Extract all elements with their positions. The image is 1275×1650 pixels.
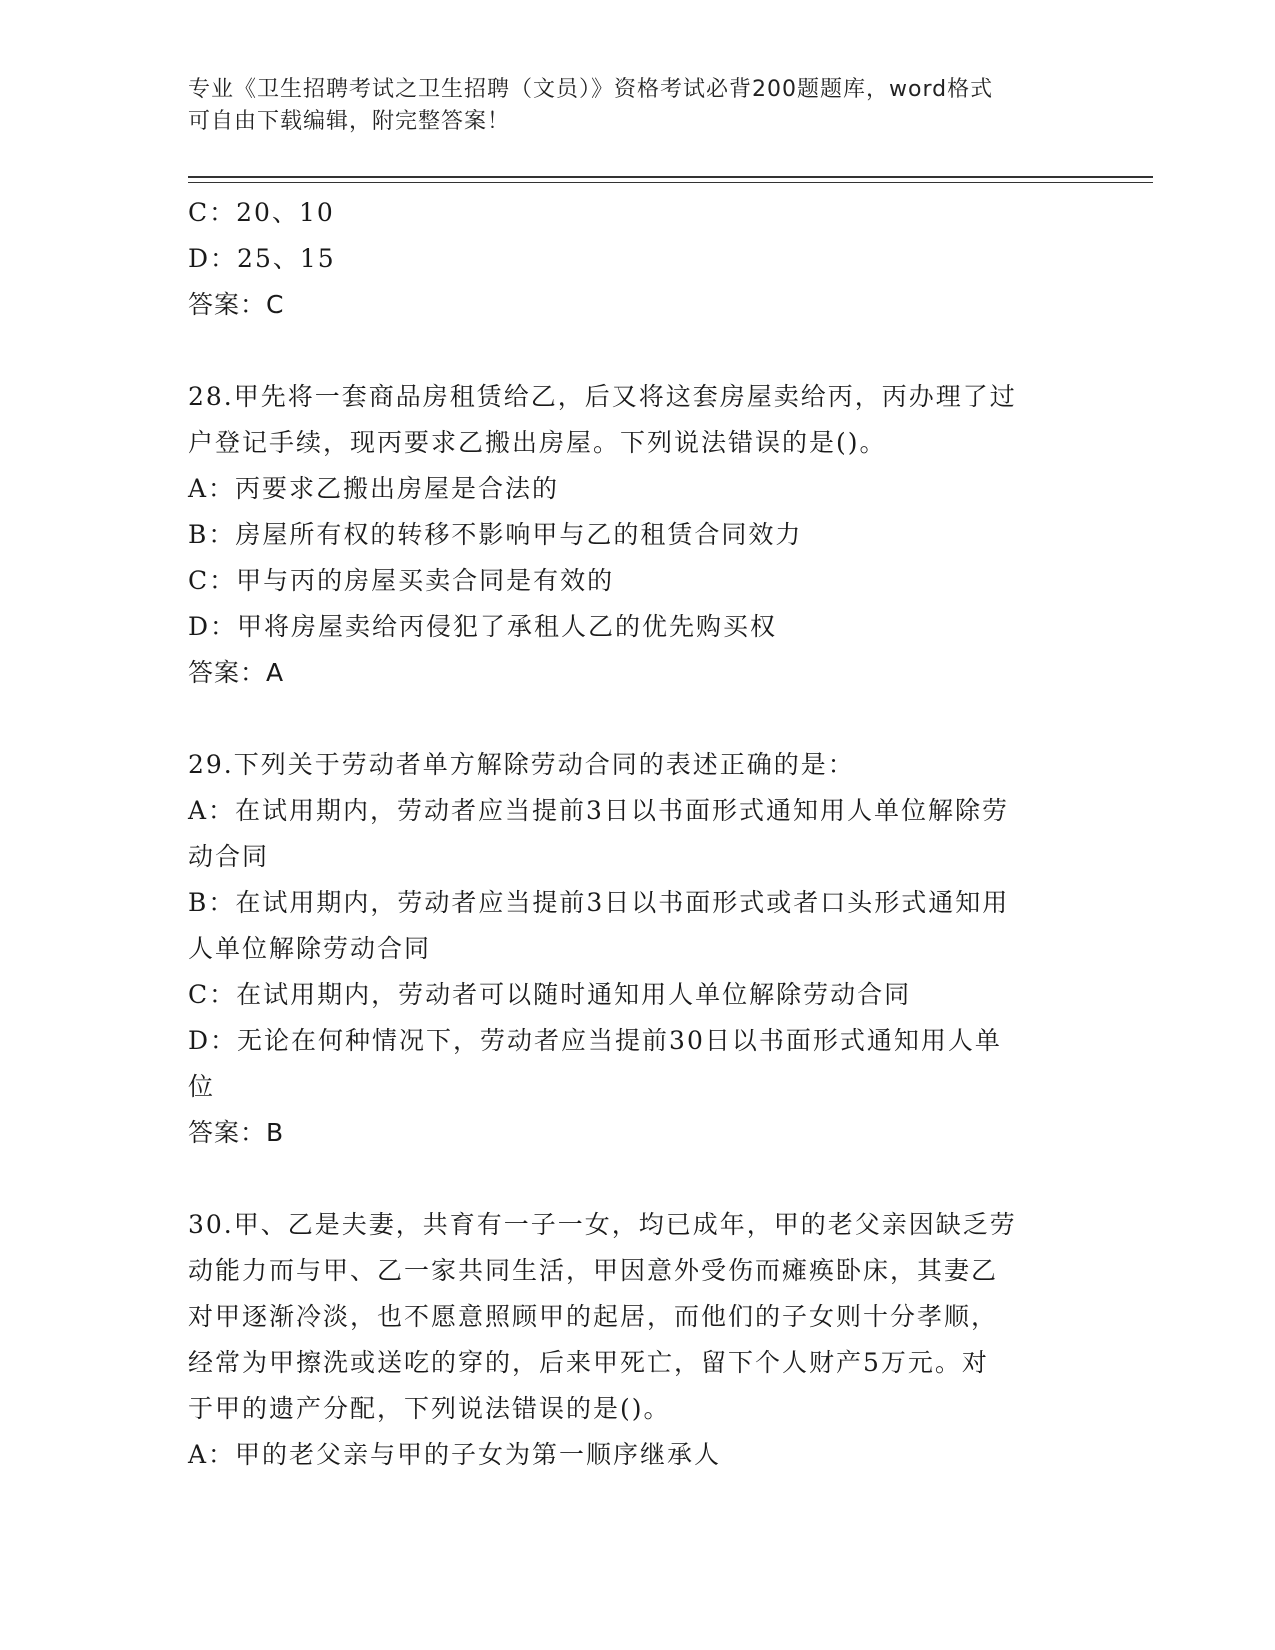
header-divider-thick [188,176,1153,178]
question-list [188,190,1088,1478]
option-a-continued: 动合同 [188,842,270,871]
spacer [188,1156,1088,1202]
question-stem: 于甲的遗产分配，下列说法错误的是()。 [188,1394,671,1423]
header-title-line-2: 可自由下载编辑，附完整答案！ [188,109,511,134]
document-header [188,74,1088,138]
option-b-continued: 人单位解除劳动合同 [188,934,432,963]
option-a: A：在试用期内，劳动者应当提前3日以书面形式通知用人单位解除劳 [188,796,1009,825]
option-d: D：甲将房屋卖给丙侵犯了承租人乙的优先购买权 [188,612,778,641]
question-stem: 30.甲、乙是夫妻，共育有一子一女，均已成年，甲的老父亲因缺乏劳 [188,1210,1017,1239]
answer-line: 答案：C [188,290,285,319]
option-c: C：甲与丙的房屋买卖合同是有效的 [188,566,615,595]
header-divider-thin [188,182,1153,183]
question-stem: 对甲逐渐冷淡，也不愿意照顾甲的起居，而他们的子女则十分孝顺， [188,1302,999,1331]
question-27-tail [188,190,1088,328]
question-stem: 28.甲先将一套商品房租赁给乙，后又将这套房屋卖给丙，丙办理了过 [188,382,1017,411]
question-30 [188,1202,1088,1478]
question-stem: 经常为甲擦洗或送吃的穿的，后来甲死亡，留下个人财产5万元。对 [188,1348,989,1377]
answer-line: 答案：B [188,1118,285,1147]
option-c: C：20、10 [188,198,335,227]
option-b: B：在试用期内，劳动者应当提前3日以书面形式或者口头形式通知用 [188,888,1010,917]
spacer [188,328,1088,374]
option-a: A：甲的老父亲与甲的子女为第一顺序继承人 [188,1440,722,1469]
question-29 [188,742,1088,1156]
question-28 [188,374,1088,696]
option-c: C：在试用期内，劳动者可以随时通知用人单位解除劳动合同 [188,980,912,1009]
question-stem: 动能力而与甲、乙一家共同生活，甲因意外受伤而瘫痪卧床，其妻乙 [188,1256,999,1285]
question-stem: 29.下列关于劳动者单方解除劳动合同的表述正确的是： [188,750,855,779]
option-d: D：25、15 [188,244,336,273]
option-d: D：无论在何种情况下，劳动者应当提前30日以书面形式通知用人单 [188,1026,1002,1055]
option-d-continued: 位 [188,1072,216,1101]
answer-line: 答案：A [188,658,285,687]
header-title-line-1: 专业《卫生招聘考试之卫生招聘（文员）》资格考试必背200题题库，word格式 [188,77,994,102]
spacer [188,696,1088,742]
option-a: A：丙要求乙搬出房屋是合法的 [188,474,560,503]
question-stem: 户登记手续，现丙要求乙搬出房屋。下列说法错误的是()。 [188,428,887,457]
option-b: B：房屋所有权的转移不影响甲与乙的租赁合同效力 [188,520,803,549]
